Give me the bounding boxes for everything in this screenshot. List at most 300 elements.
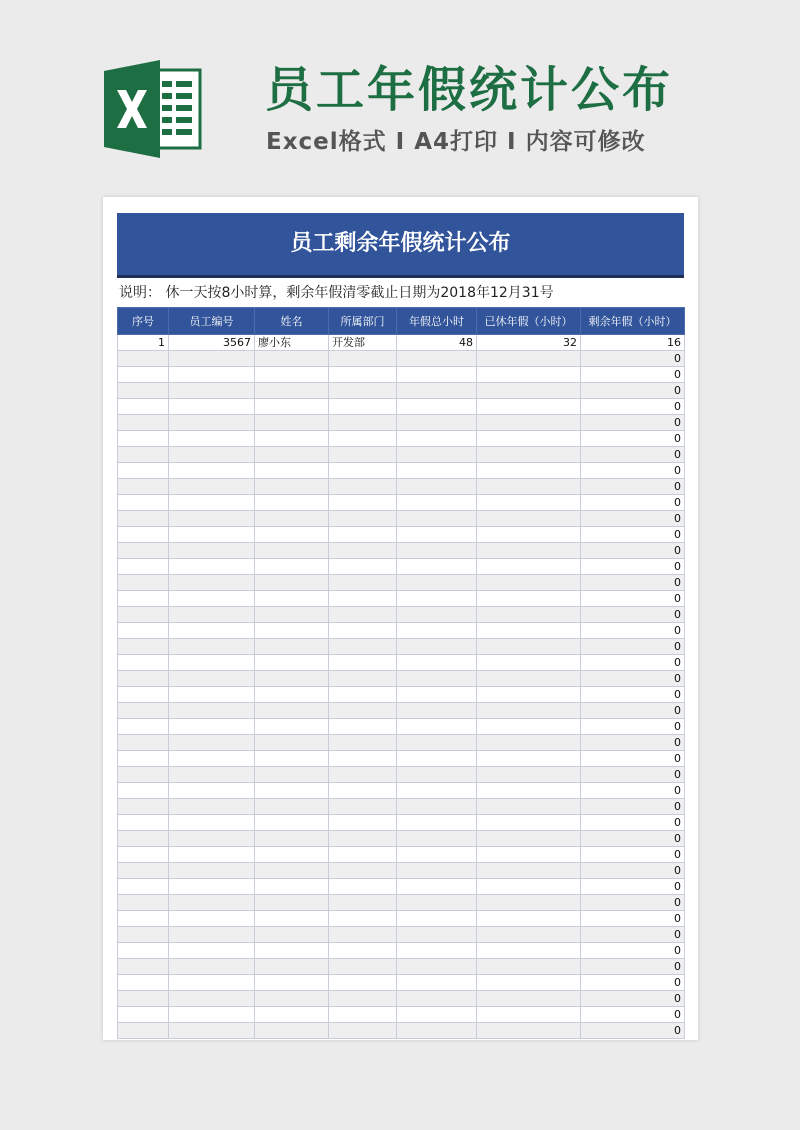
cell-employee-id[interactable] (169, 511, 255, 527)
cell-employee-id[interactable] (169, 527, 255, 543)
cell-index[interactable] (118, 543, 169, 559)
cell-remaining-hours[interactable]: 0 (581, 847, 685, 863)
cell-used-hours[interactable] (477, 655, 581, 671)
cell-index[interactable] (118, 575, 169, 591)
cell-total-hours[interactable] (397, 991, 477, 1007)
cell-total-hours[interactable] (397, 447, 477, 463)
cell-department[interactable] (329, 399, 397, 415)
cell-remaining-hours[interactable]: 0 (581, 735, 685, 751)
cell-index[interactable] (118, 751, 169, 767)
cell-used-hours[interactable] (477, 847, 581, 863)
cell-department[interactable] (329, 575, 397, 591)
cell-used-hours[interactable] (477, 463, 581, 479)
cell-employee-id[interactable] (169, 543, 255, 559)
cell-name[interactable] (255, 783, 329, 799)
cell-employee-id[interactable] (169, 799, 255, 815)
cell-used-hours[interactable] (477, 575, 581, 591)
cell-name[interactable] (255, 591, 329, 607)
cell-total-hours[interactable]: 48 (397, 335, 477, 351)
cell-department[interactable] (329, 415, 397, 431)
column-header-remaining-hours[interactable]: 剩余年假（小时） (581, 308, 685, 335)
cell-employee-id[interactable] (169, 783, 255, 799)
cell-employee-id[interactable] (169, 991, 255, 1007)
cell-employee-id[interactable] (169, 431, 255, 447)
cell-index[interactable] (118, 511, 169, 527)
cell-index[interactable] (118, 415, 169, 431)
cell-employee-id[interactable] (169, 623, 255, 639)
cell-department[interactable] (329, 463, 397, 479)
cell-remaining-hours[interactable]: 0 (581, 639, 685, 655)
cell-remaining-hours[interactable]: 0 (581, 975, 685, 991)
cell-employee-id[interactable] (169, 639, 255, 655)
cell-employee-id[interactable] (169, 591, 255, 607)
cell-remaining-hours[interactable]: 0 (581, 367, 685, 383)
cell-name[interactable] (255, 575, 329, 591)
cell-employee-id[interactable] (169, 943, 255, 959)
cell-department[interactable] (329, 559, 397, 575)
cell-employee-id[interactable] (169, 847, 255, 863)
cell-remaining-hours[interactable]: 0 (581, 895, 685, 911)
cell-name[interactable] (255, 463, 329, 479)
cell-total-hours[interactable] (397, 1007, 477, 1023)
cell-index[interactable] (118, 351, 169, 367)
cell-department[interactable] (329, 895, 397, 911)
cell-used-hours[interactable] (477, 959, 581, 975)
cell-total-hours[interactable] (397, 767, 477, 783)
cell-index[interactable] (118, 431, 169, 447)
cell-total-hours[interactable] (397, 703, 477, 719)
cell-index[interactable] (118, 975, 169, 991)
cell-index[interactable] (118, 719, 169, 735)
cell-department[interactable] (329, 815, 397, 831)
cell-name[interactable] (255, 447, 329, 463)
cell-department[interactable] (329, 783, 397, 799)
cell-department[interactable] (329, 479, 397, 495)
column-header-name[interactable]: 姓名 (255, 308, 329, 335)
cell-employee-id[interactable] (169, 687, 255, 703)
cell-name[interactable] (255, 431, 329, 447)
cell-department[interactable] (329, 367, 397, 383)
cell-used-hours[interactable] (477, 911, 581, 927)
cell-used-hours[interactable] (477, 447, 581, 463)
cell-total-hours[interactable] (397, 575, 477, 591)
cell-employee-id[interactable] (169, 719, 255, 735)
cell-used-hours[interactable] (477, 383, 581, 399)
cell-used-hours[interactable] (477, 479, 581, 495)
cell-remaining-hours[interactable]: 0 (581, 719, 685, 735)
cell-employee-id[interactable] (169, 1007, 255, 1023)
cell-total-hours[interactable] (397, 959, 477, 975)
cell-employee-id[interactable] (169, 351, 255, 367)
cell-department[interactable] (329, 511, 397, 527)
cell-index[interactable] (118, 943, 169, 959)
cell-department[interactable] (329, 1007, 397, 1023)
cell-employee-id[interactable] (169, 927, 255, 943)
cell-employee-id[interactable] (169, 751, 255, 767)
cell-department[interactable] (329, 623, 397, 639)
cell-total-hours[interactable] (397, 431, 477, 447)
cell-index[interactable] (118, 687, 169, 703)
cell-employee-id[interactable]: 3567 (169, 335, 255, 351)
cell-remaining-hours[interactable]: 0 (581, 575, 685, 591)
cell-total-hours[interactable] (397, 671, 477, 687)
cell-name[interactable] (255, 367, 329, 383)
cell-name[interactable] (255, 735, 329, 751)
cell-name[interactable] (255, 543, 329, 559)
cell-department[interactable] (329, 863, 397, 879)
cell-total-hours[interactable] (397, 863, 477, 879)
cell-name[interactable] (255, 719, 329, 735)
cell-remaining-hours[interactable]: 0 (581, 607, 685, 623)
cell-total-hours[interactable] (397, 543, 477, 559)
cell-employee-id[interactable] (169, 495, 255, 511)
cell-department[interactable] (329, 447, 397, 463)
cell-department[interactable] (329, 719, 397, 735)
cell-department[interactable]: 开发部 (329, 335, 397, 351)
cell-department[interactable] (329, 383, 397, 399)
cell-total-hours[interactable] (397, 639, 477, 655)
cell-used-hours[interactable] (477, 607, 581, 623)
cell-department[interactable] (329, 495, 397, 511)
cell-name[interactable] (255, 863, 329, 879)
cell-name[interactable] (255, 351, 329, 367)
cell-employee-id[interactable] (169, 575, 255, 591)
cell-name[interactable] (255, 767, 329, 783)
cell-index[interactable] (118, 927, 169, 943)
cell-name[interactable] (255, 527, 329, 543)
cell-name[interactable] (255, 879, 329, 895)
cell-name[interactable] (255, 943, 329, 959)
cell-index[interactable] (118, 879, 169, 895)
cell-index[interactable] (118, 735, 169, 751)
cell-department[interactable] (329, 879, 397, 895)
cell-department[interactable] (329, 991, 397, 1007)
cell-index[interactable] (118, 831, 169, 847)
cell-index[interactable] (118, 367, 169, 383)
cell-department[interactable] (329, 607, 397, 623)
cell-total-hours[interactable] (397, 367, 477, 383)
column-header-department[interactable]: 所属部门 (329, 308, 397, 335)
cell-name[interactable] (255, 703, 329, 719)
cell-employee-id[interactable] (169, 703, 255, 719)
cell-department[interactable] (329, 591, 397, 607)
cell-department[interactable] (329, 767, 397, 783)
cell-total-hours[interactable] (397, 1023, 477, 1039)
cell-name[interactable] (255, 623, 329, 639)
cell-name[interactable] (255, 799, 329, 815)
cell-remaining-hours[interactable]: 0 (581, 383, 685, 399)
cell-name[interactable]: 廖小东 (255, 335, 329, 351)
cell-total-hours[interactable] (397, 415, 477, 431)
cell-used-hours[interactable] (477, 927, 581, 943)
cell-name[interactable] (255, 927, 329, 943)
cell-index[interactable] (118, 671, 169, 687)
cell-department[interactable] (329, 751, 397, 767)
cell-remaining-hours[interactable]: 0 (581, 815, 685, 831)
cell-remaining-hours[interactable]: 0 (581, 559, 685, 575)
cell-remaining-hours[interactable]: 0 (581, 511, 685, 527)
cell-remaining-hours[interactable]: 0 (581, 495, 685, 511)
cell-index[interactable] (118, 1023, 169, 1039)
cell-index[interactable] (118, 895, 169, 911)
cell-department[interactable] (329, 847, 397, 863)
cell-index[interactable] (118, 863, 169, 879)
cell-total-hours[interactable] (397, 879, 477, 895)
cell-remaining-hours[interactable]: 0 (581, 671, 685, 687)
cell-used-hours[interactable] (477, 735, 581, 751)
cell-department[interactable] (329, 927, 397, 943)
cell-used-hours[interactable]: 32 (477, 335, 581, 351)
cell-employee-id[interactable] (169, 879, 255, 895)
cell-department[interactable] (329, 687, 397, 703)
cell-index[interactable] (118, 607, 169, 623)
cell-employee-id[interactable] (169, 447, 255, 463)
cell-index[interactable] (118, 815, 169, 831)
cell-total-hours[interactable] (397, 719, 477, 735)
cell-used-hours[interactable] (477, 719, 581, 735)
cell-name[interactable] (255, 479, 329, 495)
cell-name[interactable] (255, 991, 329, 1007)
cell-used-hours[interactable] (477, 943, 581, 959)
cell-employee-id[interactable] (169, 895, 255, 911)
cell-total-hours[interactable] (397, 383, 477, 399)
cell-employee-id[interactable] (169, 671, 255, 687)
cell-department[interactable] (329, 943, 397, 959)
cell-used-hours[interactable] (477, 879, 581, 895)
cell-department[interactable] (329, 735, 397, 751)
cell-remaining-hours[interactable]: 0 (581, 591, 685, 607)
cell-total-hours[interactable] (397, 783, 477, 799)
cell-used-hours[interactable] (477, 1023, 581, 1039)
cell-remaining-hours[interactable]: 0 (581, 703, 685, 719)
cell-index[interactable] (118, 911, 169, 927)
cell-index[interactable] (118, 959, 169, 975)
cell-remaining-hours[interactable]: 0 (581, 831, 685, 847)
cell-total-hours[interactable] (397, 351, 477, 367)
cell-total-hours[interactable] (397, 495, 477, 511)
cell-employee-id[interactable] (169, 863, 255, 879)
cell-index[interactable] (118, 639, 169, 655)
cell-employee-id[interactable] (169, 607, 255, 623)
cell-used-hours[interactable] (477, 351, 581, 367)
cell-used-hours[interactable] (477, 863, 581, 879)
cell-used-hours[interactable] (477, 399, 581, 415)
cell-used-hours[interactable] (477, 799, 581, 815)
cell-used-hours[interactable] (477, 831, 581, 847)
column-header-used-hours[interactable]: 已休年假（小时） (477, 308, 581, 335)
cell-name[interactable] (255, 1023, 329, 1039)
cell-used-hours[interactable] (477, 767, 581, 783)
cell-total-hours[interactable] (397, 943, 477, 959)
cell-index[interactable] (118, 991, 169, 1007)
cell-index[interactable] (118, 703, 169, 719)
cell-name[interactable] (255, 639, 329, 655)
cell-used-hours[interactable] (477, 991, 581, 1007)
cell-index[interactable] (118, 767, 169, 783)
cell-remaining-hours[interactable]: 0 (581, 463, 685, 479)
cell-remaining-hours[interactable]: 0 (581, 927, 685, 943)
cell-total-hours[interactable] (397, 735, 477, 751)
cell-remaining-hours[interactable]: 0 (581, 879, 685, 895)
cell-index[interactable] (118, 447, 169, 463)
cell-remaining-hours[interactable]: 0 (581, 431, 685, 447)
cell-total-hours[interactable] (397, 831, 477, 847)
cell-total-hours[interactable] (397, 623, 477, 639)
cell-department[interactable] (329, 351, 397, 367)
cell-used-hours[interactable] (477, 687, 581, 703)
cell-used-hours[interactable] (477, 591, 581, 607)
cell-used-hours[interactable] (477, 511, 581, 527)
cell-remaining-hours[interactable]: 0 (581, 527, 685, 543)
cell-department[interactable] (329, 527, 397, 543)
cell-employee-id[interactable] (169, 367, 255, 383)
cell-total-hours[interactable] (397, 911, 477, 927)
cell-total-hours[interactable] (397, 479, 477, 495)
cell-department[interactable] (329, 911, 397, 927)
cell-used-hours[interactable] (477, 559, 581, 575)
cell-employee-id[interactable] (169, 383, 255, 399)
cell-used-hours[interactable] (477, 751, 581, 767)
cell-remaining-hours[interactable]: 0 (581, 959, 685, 975)
cell-index[interactable] (118, 655, 169, 671)
cell-remaining-hours[interactable]: 0 (581, 351, 685, 367)
cell-remaining-hours[interactable]: 0 (581, 863, 685, 879)
cell-employee-id[interactable] (169, 959, 255, 975)
cell-remaining-hours[interactable]: 0 (581, 991, 685, 1007)
cell-employee-id[interactable] (169, 767, 255, 783)
cell-department[interactable] (329, 543, 397, 559)
cell-department[interactable] (329, 975, 397, 991)
cell-department[interactable] (329, 671, 397, 687)
cell-index[interactable] (118, 463, 169, 479)
cell-total-hours[interactable] (397, 511, 477, 527)
cell-total-hours[interactable] (397, 895, 477, 911)
cell-index[interactable] (118, 591, 169, 607)
cell-total-hours[interactable] (397, 559, 477, 575)
cell-name[interactable] (255, 687, 329, 703)
cell-total-hours[interactable] (397, 847, 477, 863)
cell-remaining-hours[interactable]: 0 (581, 767, 685, 783)
cell-department[interactable] (329, 655, 397, 671)
cell-employee-id[interactable] (169, 815, 255, 831)
cell-name[interactable] (255, 655, 329, 671)
cell-employee-id[interactable] (169, 463, 255, 479)
cell-name[interactable] (255, 831, 329, 847)
cell-used-hours[interactable] (477, 431, 581, 447)
cell-total-hours[interactable] (397, 687, 477, 703)
cell-index[interactable] (118, 527, 169, 543)
cell-remaining-hours[interactable]: 0 (581, 479, 685, 495)
cell-name[interactable] (255, 671, 329, 687)
cell-remaining-hours[interactable]: 0 (581, 655, 685, 671)
cell-remaining-hours[interactable]: 0 (581, 415, 685, 431)
cell-index[interactable] (118, 783, 169, 799)
cell-name[interactable] (255, 495, 329, 511)
cell-name[interactable] (255, 751, 329, 767)
cell-employee-id[interactable] (169, 655, 255, 671)
cell-name[interactable] (255, 959, 329, 975)
cell-total-hours[interactable] (397, 927, 477, 943)
cell-remaining-hours[interactable]: 0 (581, 447, 685, 463)
cell-used-hours[interactable] (477, 671, 581, 687)
cell-total-hours[interactable] (397, 527, 477, 543)
cell-remaining-hours[interactable]: 0 (581, 799, 685, 815)
cell-index[interactable]: 1 (118, 335, 169, 351)
cell-index[interactable] (118, 479, 169, 495)
cell-remaining-hours[interactable]: 0 (581, 751, 685, 767)
column-header-total-hours[interactable]: 年假总小时 (397, 308, 477, 335)
cell-total-hours[interactable] (397, 751, 477, 767)
cell-employee-id[interactable] (169, 975, 255, 991)
cell-index[interactable] (118, 623, 169, 639)
cell-used-hours[interactable] (477, 623, 581, 639)
cell-used-hours[interactable] (477, 975, 581, 991)
cell-employee-id[interactable] (169, 415, 255, 431)
cell-remaining-hours[interactable]: 0 (581, 943, 685, 959)
cell-total-hours[interactable] (397, 815, 477, 831)
cell-employee-id[interactable] (169, 1023, 255, 1039)
cell-department[interactable] (329, 1023, 397, 1039)
cell-employee-id[interactable] (169, 479, 255, 495)
cell-remaining-hours[interactable]: 0 (581, 783, 685, 799)
column-header-index[interactable]: 序号 (118, 308, 169, 335)
cell-used-hours[interactable] (477, 543, 581, 559)
cell-used-hours[interactable] (477, 527, 581, 543)
cell-name[interactable] (255, 911, 329, 927)
cell-remaining-hours[interactable]: 16 (581, 335, 685, 351)
cell-name[interactable] (255, 399, 329, 415)
cell-name[interactable] (255, 815, 329, 831)
cell-used-hours[interactable] (477, 1007, 581, 1023)
cell-total-hours[interactable] (397, 399, 477, 415)
cell-index[interactable] (118, 399, 169, 415)
cell-remaining-hours[interactable]: 0 (581, 911, 685, 927)
cell-name[interactable] (255, 607, 329, 623)
cell-index[interactable] (118, 559, 169, 575)
cell-total-hours[interactable] (397, 655, 477, 671)
cell-used-hours[interactable] (477, 639, 581, 655)
cell-remaining-hours[interactable]: 0 (581, 399, 685, 415)
cell-name[interactable] (255, 847, 329, 863)
cell-name[interactable] (255, 511, 329, 527)
cell-name[interactable] (255, 559, 329, 575)
cell-remaining-hours[interactable]: 0 (581, 1007, 685, 1023)
cell-used-hours[interactable] (477, 367, 581, 383)
cell-used-hours[interactable] (477, 783, 581, 799)
cell-department[interactable] (329, 431, 397, 447)
cell-name[interactable] (255, 975, 329, 991)
cell-name[interactable] (255, 415, 329, 431)
cell-name[interactable] (255, 383, 329, 399)
cell-total-hours[interactable] (397, 975, 477, 991)
cell-name[interactable] (255, 895, 329, 911)
cell-total-hours[interactable] (397, 799, 477, 815)
cell-department[interactable] (329, 959, 397, 975)
cell-employee-id[interactable] (169, 831, 255, 847)
cell-used-hours[interactable] (477, 415, 581, 431)
cell-remaining-hours[interactable]: 0 (581, 1023, 685, 1039)
column-header-employee-id[interactable]: 员工编号 (169, 308, 255, 335)
cell-department[interactable] (329, 799, 397, 815)
cell-employee-id[interactable] (169, 911, 255, 927)
cell-total-hours[interactable] (397, 591, 477, 607)
cell-index[interactable] (118, 495, 169, 511)
cell-department[interactable] (329, 639, 397, 655)
cell-department[interactable] (329, 703, 397, 719)
cell-employee-id[interactable] (169, 559, 255, 575)
cell-department[interactable] (329, 831, 397, 847)
cell-remaining-hours[interactable]: 0 (581, 687, 685, 703)
